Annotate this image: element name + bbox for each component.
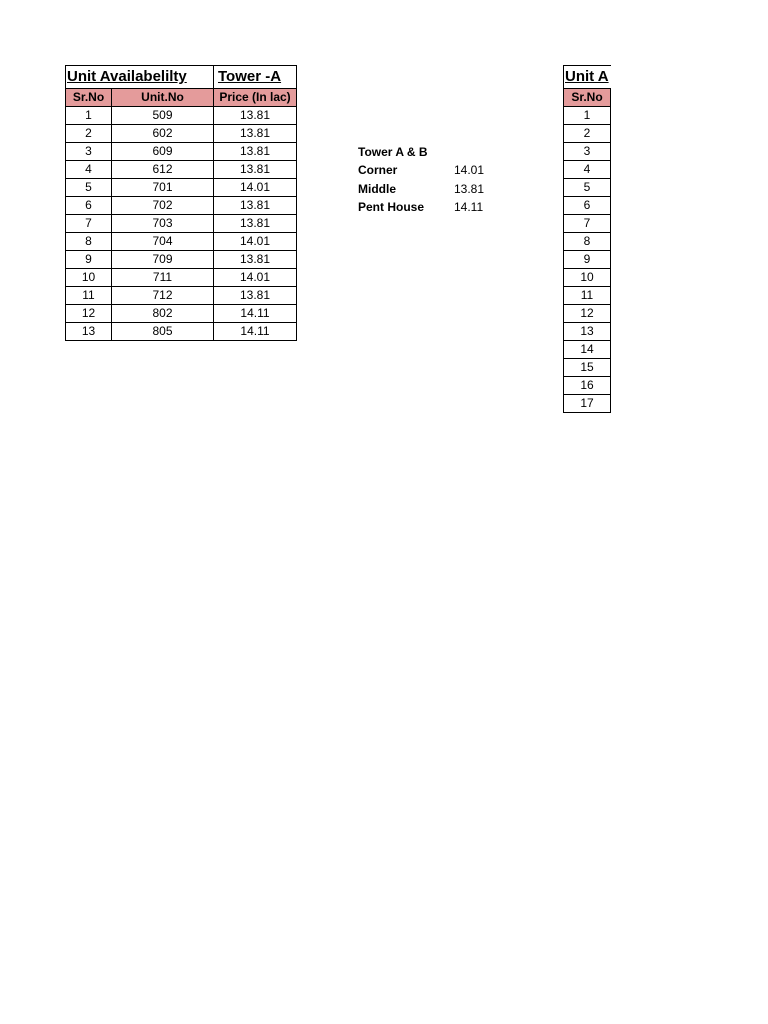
table-row [66,143,297,161]
table-row [564,377,611,395]
price-info-heading: Tower A & B [358,145,428,159]
table-row [66,287,297,305]
price-cell: 13.81 [214,107,297,125]
header-price: Price (In lac) [214,89,297,107]
sr-no-cell: 9 [66,251,112,269]
unit-no-cell: 711 [112,269,214,287]
table-row [564,323,611,341]
table-row [66,197,297,215]
sr-no-cell: 15 [564,359,611,377]
price-cell: 14.11 [214,305,297,323]
unit-no-cell: 805 [112,323,214,341]
sr-no-cell: 5 [66,179,112,197]
sr-no-cell: 10 [564,269,611,287]
sr-no-cell: 5 [564,179,611,197]
sr-no-cell: 11 [66,287,112,305]
price-cell: 14.01 [214,179,297,197]
table-row [66,305,297,323]
price-cell: 14.11 [214,323,297,341]
table-row [564,341,611,359]
table-row [66,323,297,341]
table-row [66,215,297,233]
unit-no-cell: 712 [112,287,214,305]
table-title: Unit A [564,66,611,89]
sr-no-cell: 13 [66,323,112,341]
sr-no-cell: 11 [564,287,611,305]
sr-no-cell: 13 [564,323,611,341]
table-row [564,287,611,305]
table-row [564,125,611,143]
table-row [564,395,611,413]
unit-no-cell: 703 [112,215,214,233]
unit-no-cell: 602 [112,125,214,143]
header-unit-no: Unit.No [112,89,214,107]
header-row [66,89,297,107]
table-row [564,179,611,197]
header-row [564,89,611,107]
table-row [564,359,611,377]
sr-no-cell: 2 [564,125,611,143]
price-info-label: Corner [358,163,398,178]
table-title-row [564,66,611,89]
header-sr-no: Sr.No [66,89,112,107]
table-row [564,305,611,323]
sr-no-cell: 16 [564,377,611,395]
table-row [564,215,611,233]
price-info-value: 13.81 [454,181,485,196]
unit-no-cell: 704 [112,233,214,251]
table-row [66,269,297,287]
sr-no-cell: 7 [564,215,611,233]
tower-a-availability-table [65,65,297,341]
table-row [66,251,297,269]
table-row [564,251,611,269]
table-title-row [66,66,297,89]
price-info-value: 14.11 [454,199,484,214]
price-cell: 13.81 [214,125,297,143]
price-info-label: Middle [358,181,396,196]
price-cell: 14.01 [214,269,297,287]
price-info-label: Pent House [358,199,425,214]
sr-no-cell: 6 [66,197,112,215]
tower-a-table-body [66,107,297,341]
unit-no-cell: 709 [112,251,214,269]
table-row [564,197,611,215]
sr-no-cell: 17 [564,395,611,413]
price-cell: 13.81 [214,143,297,161]
unit-no-cell: 802 [112,305,214,323]
unit-no-cell: 701 [112,179,214,197]
unit-no-cell: 612 [112,161,214,179]
sr-no-cell: 7 [66,215,112,233]
table-row [66,107,297,125]
sr-no-cell: 3 [564,143,611,161]
price-info-value: 14.01 [454,163,485,178]
sr-no-cell: 1 [66,107,112,125]
table-row [66,161,297,179]
sr-no-cell: 9 [564,251,611,269]
price-cell: 13.81 [214,161,297,179]
price-cell: 13.81 [214,197,297,215]
table-row [66,125,297,143]
price-cell: 13.81 [214,251,297,269]
table-row [564,143,611,161]
price-cell: 14.01 [214,233,297,251]
table-row [564,233,611,251]
sr-no-cell: 4 [564,161,611,179]
table-row [564,107,611,125]
price-cell: 13.81 [214,215,297,233]
sr-no-cell: 14 [564,341,611,359]
header-sr-no: Sr.No [564,89,611,107]
sr-no-cell: 12 [564,305,611,323]
price-cell: 13.81 [214,287,297,305]
sr-no-cell: 6 [564,197,611,215]
sr-no-cell: 8 [564,233,611,251]
tower-label: Tower -A [214,66,297,89]
sr-no-cell: 3 [66,143,112,161]
table-row [66,233,297,251]
second-table-body [564,107,611,413]
sr-no-cell: 4 [66,161,112,179]
second-availability-table [563,65,611,413]
table-row [564,269,611,287]
unit-no-cell: 702 [112,197,214,215]
sr-no-cell: 8 [66,233,112,251]
sr-no-cell: 2 [66,125,112,143]
table-row [66,179,297,197]
sr-no-cell: 10 [66,269,112,287]
table-row [564,161,611,179]
sr-no-cell: 12 [66,305,112,323]
unit-no-cell: 609 [112,143,214,161]
unit-no-cell: 509 [112,107,214,125]
sr-no-cell: 1 [564,107,611,125]
table-title: Unit Availabelilty [66,66,214,89]
